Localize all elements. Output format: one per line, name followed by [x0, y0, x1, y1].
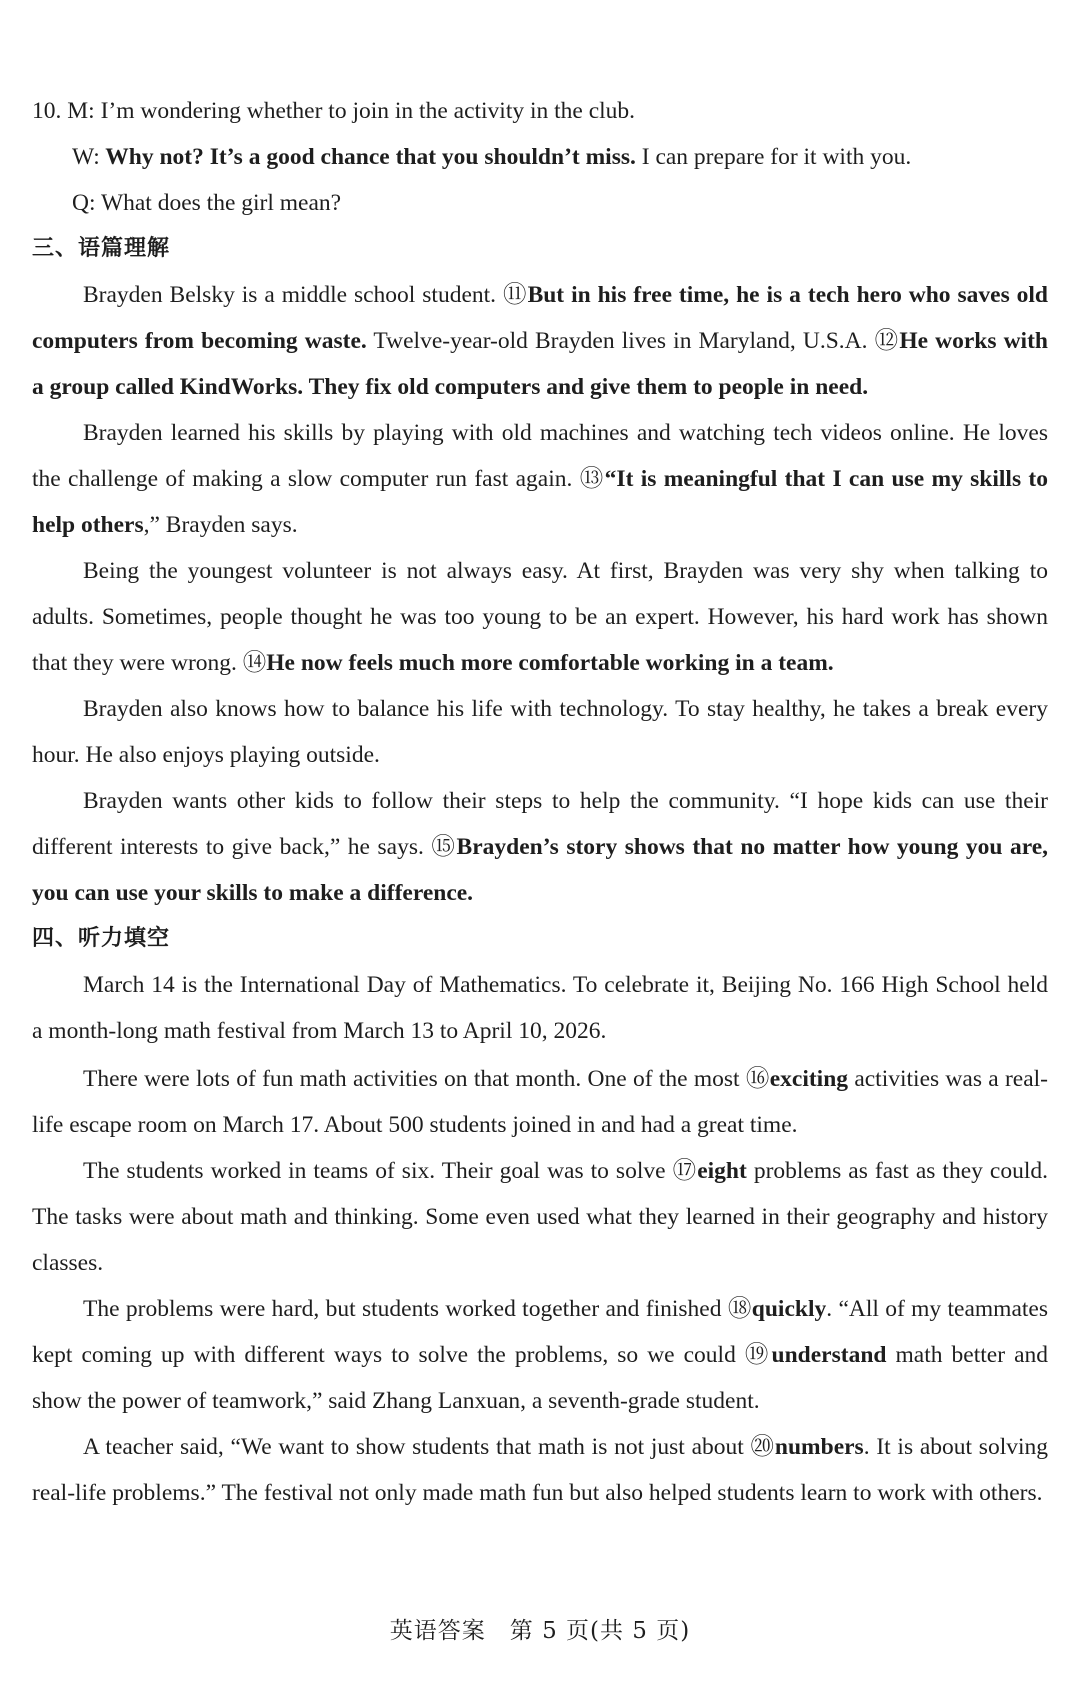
man-utterance: I’m wondering whether to join in the activity in the club.: [94, 98, 636, 124]
s4-paragraph-2: [32, 1056, 1048, 1148]
s4-paragraph-1: March 14 is the International Day of Mathematics. To celebrate it, Beijing No. 166 High School held a month-long math festival from March 13 to April 10, 2026.: [32, 972, 1048, 1044]
text: Brayden Belsky is a middle school student.: [83, 282, 503, 308]
s4-paragraph-3: [32, 1148, 1048, 1286]
text: ,” Brayden says.: [143, 512, 298, 538]
question-10-woman-line: [32, 134, 1048, 180]
answer-12: He works with a group called KindWorks. They fix old computers and give them to people in need.: [32, 328, 1048, 400]
question-text: What does the girl mean?: [95, 190, 342, 216]
answer-19: understand: [771, 1342, 887, 1368]
question-10-man-line: [32, 88, 1048, 134]
s4-paragraph-5: [32, 1424, 1048, 1516]
s3-paragraph-2: [32, 410, 1048, 548]
s3-paragraph-3: [32, 548, 1048, 686]
text: Being the youngest volunteer is not always easy. At first, Brayden was very shy when talking to adults. Sometimes, people thought he was too young to be an expert. However, his hard work has shown that they were wrong.: [32, 558, 1048, 676]
text: The students worked in teams of six. Their goal was to solve: [83, 1158, 673, 1184]
text: problems as fast as they could. The tasks were about math and thinking. Some even used what they learned in their geography and history classes.: [32, 1158, 1048, 1276]
speaker-label-w: W:: [72, 144, 100, 170]
woman-utterance-key: Why not? It’s a good chance that you shouldn’t miss.: [99, 144, 636, 170]
marker-14: ⑭: [242, 650, 267, 676]
answer-11: But in his free time, he is a tech hero who saves old computers from becoming waste.: [32, 282, 1049, 354]
text: Brayden wants other kids to follow their steps to help the community. “I hope kids can use their different interests to give back,” he says.: [32, 788, 1048, 860]
answer-18: quickly: [751, 1296, 827, 1322]
text: A teacher said, “We want to show students that math is not just about: [83, 1434, 751, 1460]
question-number: 10.: [32, 98, 62, 124]
answer-20: numbers: [774, 1434, 864, 1460]
text: . “All of my teammates kept coming up with different ways to solve the problems, so we could: [32, 1296, 1048, 1368]
text: activities was a real-life escape room on March 17. About 500 students joined in and had a great time.: [32, 1066, 1049, 1138]
marker-20: ⑳: [750, 1434, 775, 1460]
answer-14: He now feels much more comfortable working in a team.: [266, 650, 834, 676]
text: Twelve-year-old Brayden lives in Maryland, U.S.A.: [366, 328, 875, 354]
answer-15: Brayden’s story shows that no matter how young you are, you can use your skills to make a difference.: [32, 834, 1048, 906]
s4-paragraph-4: [32, 1286, 1048, 1424]
text: math better and show the power of teamwork,” said Zhang Lanxuan, a seventh-grade student.: [32, 1342, 1049, 1414]
s3-paragraph-4: Brayden also knows how to balance his life with technology. To stay healthy, he takes a break every hour. He also enjoys playing outside.: [32, 696, 1048, 768]
section-3-heading: 三、语篇理解: [32, 236, 171, 261]
text: . It is about solving real-life problems.” The festival not only made math fun but also helped students learn to work with others.: [32, 1434, 1049, 1506]
page-footer: 英语答案 第 5 页(共 5 页): [389, 1618, 691, 1644]
marker-15: ⑮: [431, 834, 457, 860]
marker-17: ⑰: [672, 1158, 698, 1184]
answer-17: eight: [697, 1158, 747, 1184]
marker-18: ⑱: [727, 1296, 752, 1322]
marker-11: ⑪: [502, 282, 528, 308]
marker-19: ⑲: [744, 1342, 772, 1368]
text: There were lots of fun math activities on that month. One of the most: [83, 1066, 746, 1092]
question-10-question-line: [32, 180, 1048, 226]
page-content: [32, 88, 1048, 1516]
section-4-heading: 四、听力填空: [32, 926, 171, 951]
s3-paragraph-5: [32, 778, 1048, 916]
marker-13: ⑬: [579, 466, 605, 492]
text: The problems were hard, but students worked together and finished: [83, 1296, 728, 1322]
woman-utterance-rest: I can prepare for it with you.: [635, 144, 912, 170]
answer-13: “It is meaningful that I can use my skills to help others: [32, 466, 1049, 538]
marker-12: ⑫: [874, 328, 900, 354]
speaker-label-q: Q:: [72, 190, 96, 216]
s3-paragraph-1: [32, 272, 1048, 410]
text: Brayden learned his skills by playing with old machines and watching tech videos online. He loves the challenge of making a slow computer run fast again.: [32, 420, 1048, 492]
speaker-label-m: M:: [67, 98, 95, 124]
marker-16: ⑯: [745, 1066, 770, 1092]
answer-16: exciting: [769, 1066, 849, 1092]
